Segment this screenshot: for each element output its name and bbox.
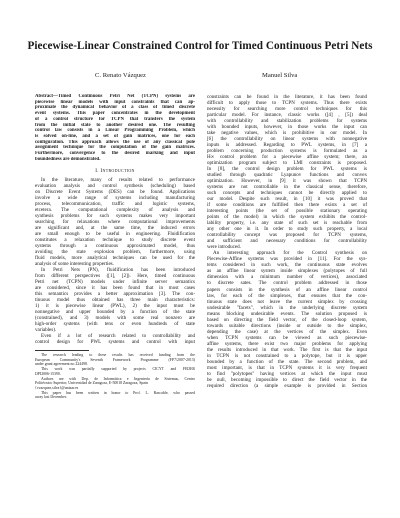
abstract-line: assignment technique for the computation of the gain matrices.: [35, 145, 195, 151]
body-text-line: be null, becoming impossible to direct the field vector in the: [207, 376, 367, 383]
body-text-line: are considered, since it has been found that in most cases: [35, 284, 195, 291]
body-text-line: nonnegative and upper bounded by a function of the state: [35, 308, 195, 315]
body-text-line: with bounded inputs, however, in those works the input can: [207, 124, 367, 131]
body-text-line: fluid models, more analytical techniques can be used for the: [35, 254, 195, 261]
body-text-line: to discrete sates. The control problem addressed in those: [207, 280, 367, 287]
body-text-line: in TCPN is not constrained to a polytope, but it is upper: [207, 352, 367, 359]
body-text-line: controllability concept was proposed for TCPN systems,: [207, 232, 367, 239]
body-text-line: and sufficient and necessary conditions for controllability: [207, 238, 367, 245]
body-text-line: Piecewise-Affine systems was provided in [11]. For the sys-: [207, 256, 367, 263]
abstract-line: event systems. This paper concentrates in the development: [35, 111, 195, 117]
body-text-line: as an affine linear system inside simplexes (polytopes of full: [207, 268, 367, 275]
abstract-line: from the initial state to another desired one. The resulting: [35, 122, 195, 128]
body-text-line: high-order systems (with tens or even hundreds of state: [35, 321, 195, 328]
body-text-line: inputs is addressed. Regarding to PWL systems, in [7] a: [207, 142, 367, 149]
body-text-line: etcetera. The computational complexity of analysis and: [35, 206, 195, 213]
body-text-line: were introduced.: [207, 244, 241, 251]
abstract-line: is solved on-line, and a set of gain matrices, one for each: [35, 134, 195, 140]
body-text-line: undesirable "facets", which in the underlying discrete system: [207, 304, 367, 311]
footnote-line: This work was partially supported by projects CICYT and FEDER: [41, 367, 195, 372]
body-text-line: In [8], the control design problem for PWL systems is: [207, 166, 367, 173]
footnote-line: {cvazquez,silva}@unizar.es: [35, 385, 79, 390]
body-text-line: synthesis problems for such systems makes very important: [35, 212, 195, 219]
footnote-line: DPI2006-15390.: [35, 371, 61, 376]
body-text-line: searching for relaxations where computational improvements: [35, 218, 195, 225]
abstract-line: Abstract—Timed Continuous Petri Net (TCPN) systems are: [35, 94, 195, 99]
body-text-line: if some conditions are fulfilled then there exists a set of: [207, 202, 367, 209]
body-text-line: lability property, i.e. any state of such set is reachable from: [207, 220, 367, 227]
body-text-line: involve a wide range of systems including manufacturing: [35, 194, 195, 201]
body-text-line: tinuous model thus obtained has three main characteristics:: [35, 296, 195, 303]
footnote-line: away last December.: [35, 395, 67, 400]
section-heading-introduction: I. Introduction: [95, 167, 135, 174]
body-text-line: interesting points (the set of possible stationary operating: [207, 208, 367, 215]
body-text-line: with controllability and stabilization problems for systems: [207, 118, 367, 125]
abstract-line: proximate the dynamical behavior of a class of timed discrete: [35, 105, 195, 111]
footnote-rule: [35, 350, 89, 351]
body-text-line: are significant and, at the same time, the induced errors: [35, 224, 195, 231]
body-text-line: take negative values, which is prohibitive in our model. In: [207, 130, 367, 137]
body-text-line: means blocking undesirable events. The solution proposed is: [207, 310, 367, 317]
body-text-line: variables).: [35, 327, 57, 334]
footnote-line: Politécnico Superior, Universidad de Zaragoza, E-50018 Zaragoza, Spain: [35, 381, 148, 386]
body-text-line: on Discrete Event Systems (DES) can be found. Applications: [35, 188, 195, 195]
body-text-line: tems considered in such work, the continuous state evolves: [207, 262, 367, 269]
body-text-line: affine systems, there exist two major problems for applying: [207, 340, 367, 347]
footnotes: [35, 353, 195, 400]
footnote-line: Authors are with Dep. de Informática e Ingeniería de Sistemas, Centro: [41, 376, 195, 381]
author-2: Manuel Silva: [262, 72, 298, 79]
body-text-line: any other one in it. In order to study such property, a local: [207, 226, 367, 233]
body-text-line: optimization. However, in [9] it was shown that TCPN: [207, 178, 367, 185]
abstract-line: of a control structure for TCPN that transfers the system: [35, 116, 195, 122]
body-text-line: required direction (a simple example is provided in Section: [207, 382, 367, 389]
body-text-line: depending the case) at the vertices of the simplex. Even: [207, 328, 367, 335]
body-text-line: papers consists in the synthesis of an affine linear control: [207, 286, 367, 293]
body-text-line: (constrained), and 3) models with some real nonzero are: [35, 315, 195, 321]
body-text-line: from different perspectives ([1], [2]). Here, timed continuous: [35, 272, 195, 279]
abstract-line: boundedness are demonstrated.: [35, 156, 101, 162]
body-text-line: In Petri Nets (PN), fluidification has been introduced: [41, 266, 195, 273]
body-text-line: bounded by a function of the state. The second problem, and: [207, 358, 367, 365]
left-column: [35, 94, 195, 400]
body-text-line: Petri net (TCPN) models under infinite server semantics: [35, 278, 195, 285]
body-text-line: 1) it is piecewise linear (PWL), 2) the input must be: [35, 302, 195, 309]
body-text-line: to find "polytopes" having vertices at which the input must: [207, 370, 367, 377]
body-text-line: evaluation analysis and control synthesis (scheduling) based: [35, 182, 195, 189]
body-text-line: studied through quadratic Lyapunov functions and convex: [207, 172, 367, 179]
footnote-line: under grant agreement no 224498.: [35, 362, 88, 367]
footnote-line: European Community's Seventh Framework Programme (FP7/2007-2013): [35, 357, 195, 362]
body-text-line: necessity for searching more control techniques for this: [207, 106, 367, 113]
body-text-line: particular model. For instance, classic works ([4] , [5]) deal: [207, 112, 367, 119]
body-text-line: systems are not controllable in the classical sense, therefore,: [207, 184, 367, 191]
body-text-line: An interesting approach for the Control synthesis on: [213, 250, 367, 257]
body-text-line: optimization program subject to LMI constraints is proposed.: [207, 160, 367, 167]
left-body-text: [35, 177, 195, 345]
body-text-line: systems through a continuous approximated model, thus: [35, 242, 195, 249]
body-text-line: constitutes a relaxation technique to study discrete event: [35, 236, 195, 243]
body-text-line: this semantics provides a better approximation [3]. The con-: [35, 290, 195, 297]
body-text-line: analysis of some interesting properties.: [35, 260, 114, 267]
body-text-line: [6] the controllability on linear systems with nonnegative: [207, 136, 367, 143]
body-text-line: avoiding the state explosion problem, furthermore, using: [35, 248, 195, 255]
body-text-line: our model. Despite such result, in [10] it was proved that: [207, 196, 367, 203]
abstract-line: piecewise linear models with input constraints that can ap-: [35, 99, 195, 105]
body-text-line: H∞ control problem for a piecewise affine system; there, an: [207, 154, 367, 161]
abstract-line: control law consists in a Linear Programming Problem, which: [35, 128, 195, 134]
body-text-line: Even if a lot of research related to controllability and: [41, 333, 195, 340]
body-text-line: dimension with a minimum number of vertices), associated: [207, 274, 367, 281]
footnote-line: This paper has been written in honor to Prof. L. Rascable, who passed: [41, 390, 195, 395]
body-text-line: problem concerning production systems is formulated as a: [207, 148, 367, 155]
abstract: [35, 94, 195, 163]
body-text-line: difficult to apply those to TCPN systems. Thus there exists: [207, 100, 367, 107]
body-text-line: process, telecommunication, traffic and logistic systems,: [35, 200, 195, 207]
body-text-line: such concepts and techniques cannot be directly applied to: [207, 190, 367, 197]
body-text-line: In the literature, many of results related to performance: [41, 176, 195, 183]
right-column: [207, 94, 367, 389]
body-text-line: towards suitable directions (inside or outside to the simplex,: [207, 322, 367, 329]
body-text-line: tinuous state does not leave the current simplex by crossing: [207, 298, 367, 305]
body-text-line: most important, is that in TCPN systems it is very frequent: [207, 364, 367, 371]
abstract-line: Furthermore, convergence to the desired marking and input: [35, 151, 195, 157]
body-text-line: when TCPN systems can be viewed as such piecewise-: [207, 334, 367, 341]
body-text-line: the results introduced in that work. The first is that the input: [207, 346, 367, 353]
paper-title: Piecewise-Linear Constrained Control for Timed Continuous Petri Nets: [27, 40, 373, 52]
footnote-line: The research leading to these results has received funding from the: [41, 353, 195, 358]
body-text-line: constraints can be found in the literature, it has been found: [207, 94, 367, 100]
body-text-line: points of the model) in which the system exhibits the control-: [207, 214, 367, 221]
body-text-line: law, for each of the simplexes, that ensures that the con-: [207, 292, 367, 299]
body-text-line: based on directing the field vector, of the closed-loop system,: [207, 316, 367, 323]
author-1: C. Renato Vázquez: [95, 72, 146, 79]
abstract-line: configuration. This approach allows the use of any classical pole: [35, 139, 195, 145]
body-text-line: control design for PWL systems and control with input: [35, 339, 195, 346]
body-text-line: are small enough to be useful in engineering. Fluidification: [35, 230, 195, 237]
